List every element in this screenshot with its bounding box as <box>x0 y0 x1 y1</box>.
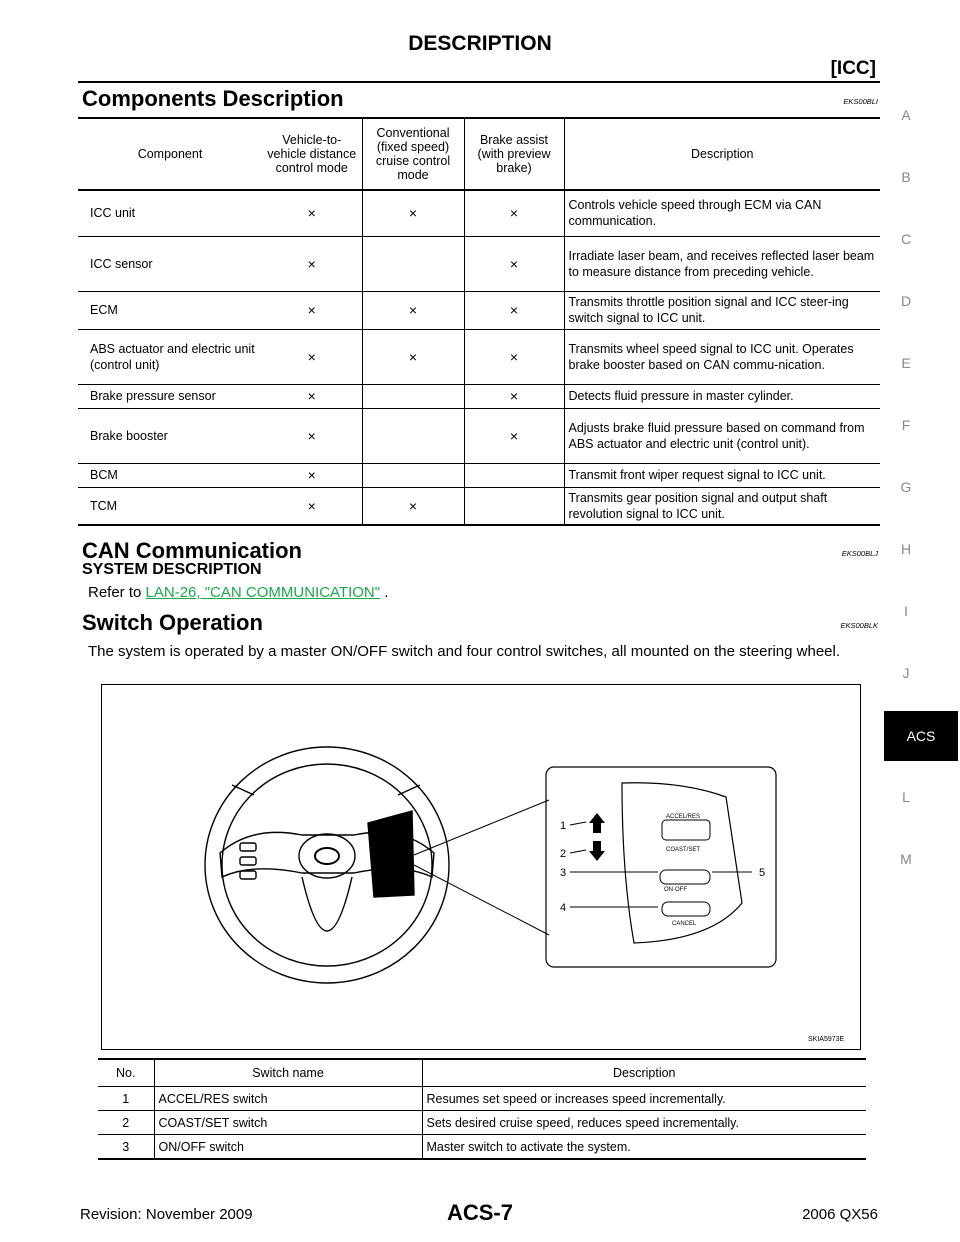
footer-revision: Revision: November 2009 <box>80 1206 253 1223</box>
up-arrow-icon <box>589 813 605 833</box>
on-off-switch <box>660 870 710 884</box>
mark-cell: × <box>262 384 362 408</box>
index-letter-m[interactable]: M <box>900 851 912 867</box>
callout-1: 1 <box>560 820 567 832</box>
accel-res-switch <box>662 820 710 840</box>
label-on-off: ON·OFF <box>664 887 687 893</box>
page-title: DESCRIPTION <box>408 32 552 55</box>
index-letter-b[interactable]: B <box>901 169 911 185</box>
mark-cell: × <box>464 291 564 329</box>
col-header: Description <box>422 1059 866 1087</box>
switch-no: 3 <box>98 1135 154 1160</box>
callout-5: 5 <box>759 867 766 879</box>
mark-cell <box>362 384 464 408</box>
col-header: No. <box>98 1059 154 1087</box>
switch-name: ON/OFF switch <box>154 1135 422 1160</box>
table-row <box>98 1087 866 1111</box>
components-heading: Components Description <box>82 86 344 111</box>
mark-cell <box>362 463 464 487</box>
table-row <box>78 487 880 525</box>
table-row <box>98 1111 866 1135</box>
index-letter-d[interactable]: D <box>900 293 912 309</box>
component-name: ECM <box>78 291 262 329</box>
callout-4: 4 <box>560 902 567 914</box>
refer-prefix: Refer to <box>88 584 146 601</box>
label-accel-res: ACCEL/RES <box>666 814 701 820</box>
mark-cell: × <box>362 291 464 329</box>
mark-cell <box>464 463 564 487</box>
page-number: ACS-7 <box>446 1200 513 1225</box>
label-cancel: CANCEL <box>672 921 697 927</box>
component-description: Detects fluid pressure in master cylinder. <box>564 384 880 408</box>
label-coast-set: COAST/SET <box>666 847 701 853</box>
table-row <box>78 236 880 291</box>
index-letter-h[interactable]: H <box>900 541 912 557</box>
steering-wheel-illustration <box>205 747 449 983</box>
switch-heading: Switch Operation <box>82 610 263 635</box>
component-name: ICC sensor <box>78 236 262 291</box>
component-name: BCM <box>78 463 262 487</box>
can-heading: CAN Communication <box>82 538 302 563</box>
component-name: ICC unit <box>78 190 262 236</box>
table-row <box>78 291 880 329</box>
mark-cell <box>362 408 464 463</box>
mark-cell: × <box>362 190 464 236</box>
can-ref-code: EKS00BLJ <box>841 549 878 558</box>
mark-cell <box>464 487 564 525</box>
component-description: Irradiate laser beam, and receives reflected laser beam to measure distance from preceding vehicle. <box>564 236 880 291</box>
down-arrow-icon <box>589 841 605 861</box>
component-description: Transmit front wiper request signal to ICC unit. <box>564 463 880 487</box>
table-row <box>78 463 880 487</box>
index-letter-i[interactable]: I <box>904 603 908 619</box>
steering-switch-figure <box>101 684 861 1050</box>
index-letter-f[interactable]: F <box>901 417 911 433</box>
switch-description: Master switch to activate the system. <box>422 1135 866 1160</box>
switch-description: Sets desired cruise speed, reduces speed incrementally. <box>422 1111 866 1135</box>
mark-cell: × <box>464 236 564 291</box>
footer-model: 2006 QX56 <box>802 1206 878 1223</box>
mark-cell: × <box>464 408 564 463</box>
components-header-row <box>78 118 880 190</box>
mark-cell: × <box>464 384 564 408</box>
col-header: Description <box>564 118 880 190</box>
can-refer-text <box>88 583 388 602</box>
table-row <box>78 190 880 236</box>
switch-name: ACCEL/RES switch <box>154 1087 422 1111</box>
index-letter-c[interactable]: C <box>900 231 912 247</box>
components-table <box>78 117 880 526</box>
component-description: Controls vehicle speed through ECM via CAN communication. <box>564 190 880 236</box>
col-header: Component <box>78 118 262 190</box>
table-row <box>98 1135 866 1160</box>
index-letter-l[interactable]: L <box>902 789 910 805</box>
component-name: Brake pressure sensor <box>78 384 262 408</box>
col-header: Vehicle-to-vehicle distance control mode <box>262 118 362 190</box>
mark-cell: × <box>464 329 564 384</box>
col-header: Conventional (fixed speed) cruise control mode <box>362 118 464 190</box>
component-name: ABS actuator and electric unit (control unit) <box>78 329 262 384</box>
switch-no: 2 <box>98 1111 154 1135</box>
mark-cell: × <box>262 487 362 525</box>
switch-no: 1 <box>98 1087 154 1111</box>
col-header: Switch name <box>154 1059 422 1087</box>
component-name: TCM <box>78 487 262 525</box>
mark-cell: × <box>362 329 464 384</box>
switch-header-row <box>98 1059 866 1087</box>
index-letter-g[interactable]: G <box>900 479 912 495</box>
index-letter-e[interactable]: E <box>901 355 911 371</box>
index-letter-j[interactable]: J <box>902 665 910 681</box>
index-letter-a[interactable]: A <box>901 107 911 123</box>
mark-cell: × <box>262 329 362 384</box>
switch-ref-code: EKS00BLK <box>840 621 878 630</box>
component-name: Brake booster <box>78 408 262 463</box>
can-communication-link[interactable]: LAN-26, "CAN COMMUNICATION" <box>145 584 381 601</box>
mark-cell: × <box>464 190 564 236</box>
mark-cell: × <box>362 487 464 525</box>
refer-suffix: . <box>380 584 389 601</box>
mark-cell: × <box>262 463 362 487</box>
section-tag: [ICC] <box>830 58 876 79</box>
switch-description: The system is operated by a master ON/OFF switch and four control switches, all mounted on the steering wheel. <box>88 643 840 660</box>
switch-name: COAST/SET switch <box>154 1111 422 1135</box>
table-row <box>78 384 880 408</box>
table-row <box>78 408 880 463</box>
callout-3: 3 <box>560 867 567 879</box>
header-rule <box>78 81 880 83</box>
mark-cell: × <box>262 236 362 291</box>
component-description: Transmits wheel speed signal to ICC unit. Operates brake booster based on CAN commu-nication. <box>564 329 880 384</box>
system-description-heading: SYSTEM DESCRIPTION <box>82 561 262 578</box>
callout-2: 2 <box>560 848 567 860</box>
component-description: Adjusts brake fluid pressure based on command from ABS actuator and electric unit (control unit). <box>564 408 880 463</box>
figure-code: SKIA5973E <box>808 1036 845 1043</box>
component-description: Transmits throttle position signal and ICC steer-ing switch signal to ICC unit. <box>564 291 880 329</box>
switch-panel-outline <box>622 783 742 943</box>
components-ref-code: EKS00BLI <box>843 97 878 106</box>
index-tab-acs[interactable]: ACS <box>884 711 958 761</box>
col-header: Brake assist (with preview brake) <box>464 118 564 190</box>
switch-description: Resumes set speed or increases speed incrementally. <box>422 1087 866 1111</box>
component-description: Transmits gear position signal and output shaft revolution signal to ICC unit. <box>564 487 880 525</box>
figure-illustration <box>102 685 860 1049</box>
mark-cell: × <box>262 408 362 463</box>
switch-table <box>98 1058 866 1160</box>
mark-cell <box>362 236 464 291</box>
table-row <box>78 329 880 384</box>
detail-box <box>546 767 776 967</box>
leader-line-bottom <box>414 865 549 935</box>
cancel-switch <box>662 902 710 916</box>
mark-cell: × <box>262 291 362 329</box>
mark-cell: × <box>262 190 362 236</box>
